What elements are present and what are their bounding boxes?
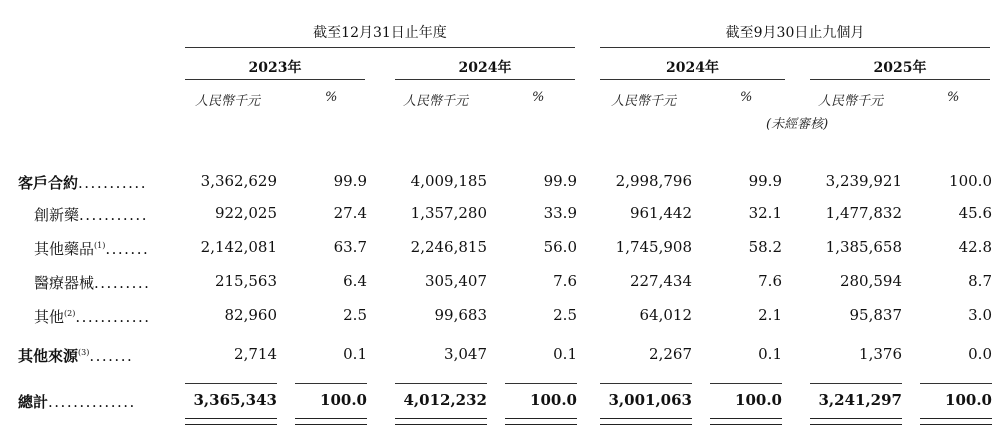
row-label — [34, 272, 150, 293]
cell-amount: 1,376 — [859, 345, 902, 363]
total-top-rule-4 — [505, 383, 577, 384]
year-rule-3 — [600, 79, 785, 80]
cell-percent: 0.1 — [758, 345, 782, 363]
unit-rmb-2: 人民幣千元 — [403, 94, 469, 109]
cell-percent: 100.0 — [945, 391, 992, 409]
cell-percent: 42.8 — [958, 238, 992, 256]
cell-amount: 95,837 — [849, 306, 902, 324]
leader-dots: ......... — [94, 274, 151, 292]
total-double-rule-7 — [810, 418, 902, 425]
unit-pct-2: % — [532, 90, 545, 105]
row-label-text: 其他來源 — [18, 347, 79, 365]
cell-amount: 3,001,063 — [608, 391, 692, 409]
row-label-text: 其他 — [34, 308, 65, 326]
year-rule-1 — [185, 79, 365, 80]
total-double-rule-3 — [395, 418, 487, 425]
group-header-nine-months: 截至9月30日止九個月 — [725, 25, 865, 41]
total-double-rule-5 — [600, 418, 692, 425]
cell-percent: 100.0 — [735, 391, 782, 409]
row-label — [18, 172, 147, 193]
cell-percent: 100.0 — [530, 391, 577, 409]
cell-percent: 2.5 — [553, 306, 577, 324]
cell-percent: 3.0 — [968, 306, 992, 324]
cell-amount: 3,241,297 — [818, 391, 902, 409]
cell-percent: 27.4 — [333, 204, 367, 222]
cell-amount: 64,012 — [639, 306, 692, 324]
cell-amount: 2,998,796 — [615, 172, 692, 190]
cell-percent: 100.0 — [949, 172, 992, 190]
total-double-rule-8 — [920, 418, 992, 425]
row-label — [18, 391, 136, 412]
year-rule-4 — [810, 79, 990, 80]
leader-dots: .............. — [48, 393, 136, 411]
cell-amount: 2,267 — [649, 345, 692, 363]
unit-rmb-1: 人民幣千元 — [195, 94, 261, 109]
cell-percent: 33.9 — [543, 204, 577, 222]
cell-amount: 4,012,232 — [403, 391, 487, 409]
unit-pct-4: % — [947, 90, 960, 105]
cell-percent: 6.4 — [343, 272, 367, 290]
total-top-rule-8 — [920, 383, 992, 384]
cell-percent: 45.6 — [958, 204, 992, 222]
total-double-rule-2 — [295, 418, 367, 425]
total-top-rule-1 — [185, 383, 277, 384]
unaudited-note: (未經審核) — [766, 117, 829, 132]
total-double-rule-6 — [710, 418, 782, 425]
total-top-rule-7 — [810, 383, 902, 384]
cell-amount: 922,025 — [214, 204, 277, 222]
footnote-marker: (2) — [64, 309, 76, 318]
cell-amount: 2,142,081 — [200, 238, 277, 256]
year-header-2023: 2023年 — [248, 60, 302, 76]
group-rule-1 — [185, 47, 575, 48]
total-top-rule-2 — [295, 383, 367, 384]
cell-amount: 3,047 — [444, 345, 487, 363]
cell-percent: 2.5 — [343, 306, 367, 324]
unit-rmb-4: 人民幣千元 — [818, 94, 884, 109]
row-label-text: 總計 — [18, 393, 49, 411]
cell-amount: 961,442 — [629, 204, 692, 222]
cell-percent: 56.0 — [543, 238, 577, 256]
cell-percent: 2.1 — [758, 306, 782, 324]
unit-pct-3: % — [740, 90, 753, 105]
leader-dots: ............ — [75, 308, 151, 326]
total-top-rule-6 — [710, 383, 782, 384]
cell-percent: 100.0 — [320, 391, 367, 409]
cell-amount: 2,714 — [234, 345, 277, 363]
cell-amount: 1,477,832 — [825, 204, 902, 222]
cell-amount: 4,009,185 — [410, 172, 487, 190]
cell-percent: 0.1 — [343, 345, 367, 363]
year-header-2025: 2025年 — [873, 60, 927, 76]
row-label-text: 創新藥 — [34, 206, 80, 224]
total-double-rule-4 — [505, 418, 577, 425]
cell-percent: 63.7 — [333, 238, 367, 256]
cell-amount: 3,362,629 — [200, 172, 277, 190]
cell-amount: 305,407 — [424, 272, 487, 290]
cell-percent: 0.0 — [968, 345, 992, 363]
cell-amount: 215,563 — [214, 272, 277, 290]
group-rule-2 — [600, 47, 990, 48]
row-label — [34, 204, 148, 225]
cell-percent: 0.1 — [553, 345, 577, 363]
year-header-2024b: 2024年 — [666, 60, 719, 76]
cell-percent: 7.6 — [553, 272, 577, 290]
row-label-text: 客戶合約 — [18, 174, 79, 192]
row-label-text: 其他藥品 — [34, 240, 95, 258]
total-double-rule-1 — [185, 418, 277, 425]
year-header-2024a: 2024年 — [458, 60, 512, 76]
row-label — [34, 238, 149, 259]
cell-amount: 280,594 — [839, 272, 902, 290]
year-rule-2 — [395, 79, 575, 80]
unit-pct-1: % — [325, 90, 338, 105]
footnote-marker: (1) — [94, 241, 106, 250]
cell-percent: 7.6 — [758, 272, 782, 290]
cell-amount: 1,357,280 — [410, 204, 487, 222]
leader-dots: ........... — [78, 174, 147, 192]
cell-amount: 1,745,908 — [615, 238, 692, 256]
leader-dots: ........... — [79, 206, 148, 224]
total-top-rule-5 — [600, 383, 692, 384]
cell-percent: 99.9 — [543, 172, 577, 190]
cell-percent: 58.2 — [748, 238, 782, 256]
cell-amount: 2,246,815 — [410, 238, 487, 256]
leader-dots: ....... — [89, 347, 134, 365]
cell-percent: 99.9 — [333, 172, 367, 190]
cell-amount: 3,365,343 — [193, 391, 277, 409]
group-header-year-end: 截至12月31日止年度 — [313, 25, 447, 41]
cell-amount: 99,683 — [434, 306, 487, 324]
row-label — [34, 306, 151, 327]
cell-amount: 82,960 — [224, 306, 277, 324]
cell-percent: 8.7 — [968, 272, 992, 290]
cell-amount: 227,434 — [629, 272, 692, 290]
cell-percent: 32.1 — [748, 204, 782, 222]
row-label-text: 醫療器械 — [34, 274, 95, 292]
row-label — [18, 345, 133, 366]
cell-amount: 1,385,658 — [825, 238, 902, 256]
unit-rmb-3: 人民幣千元 — [611, 94, 677, 109]
cell-percent: 99.9 — [748, 172, 782, 190]
leader-dots: ....... — [105, 240, 150, 258]
total-top-rule-3 — [395, 383, 487, 384]
footnote-marker: (3) — [78, 348, 90, 357]
cell-amount: 3,239,921 — [825, 172, 902, 190]
